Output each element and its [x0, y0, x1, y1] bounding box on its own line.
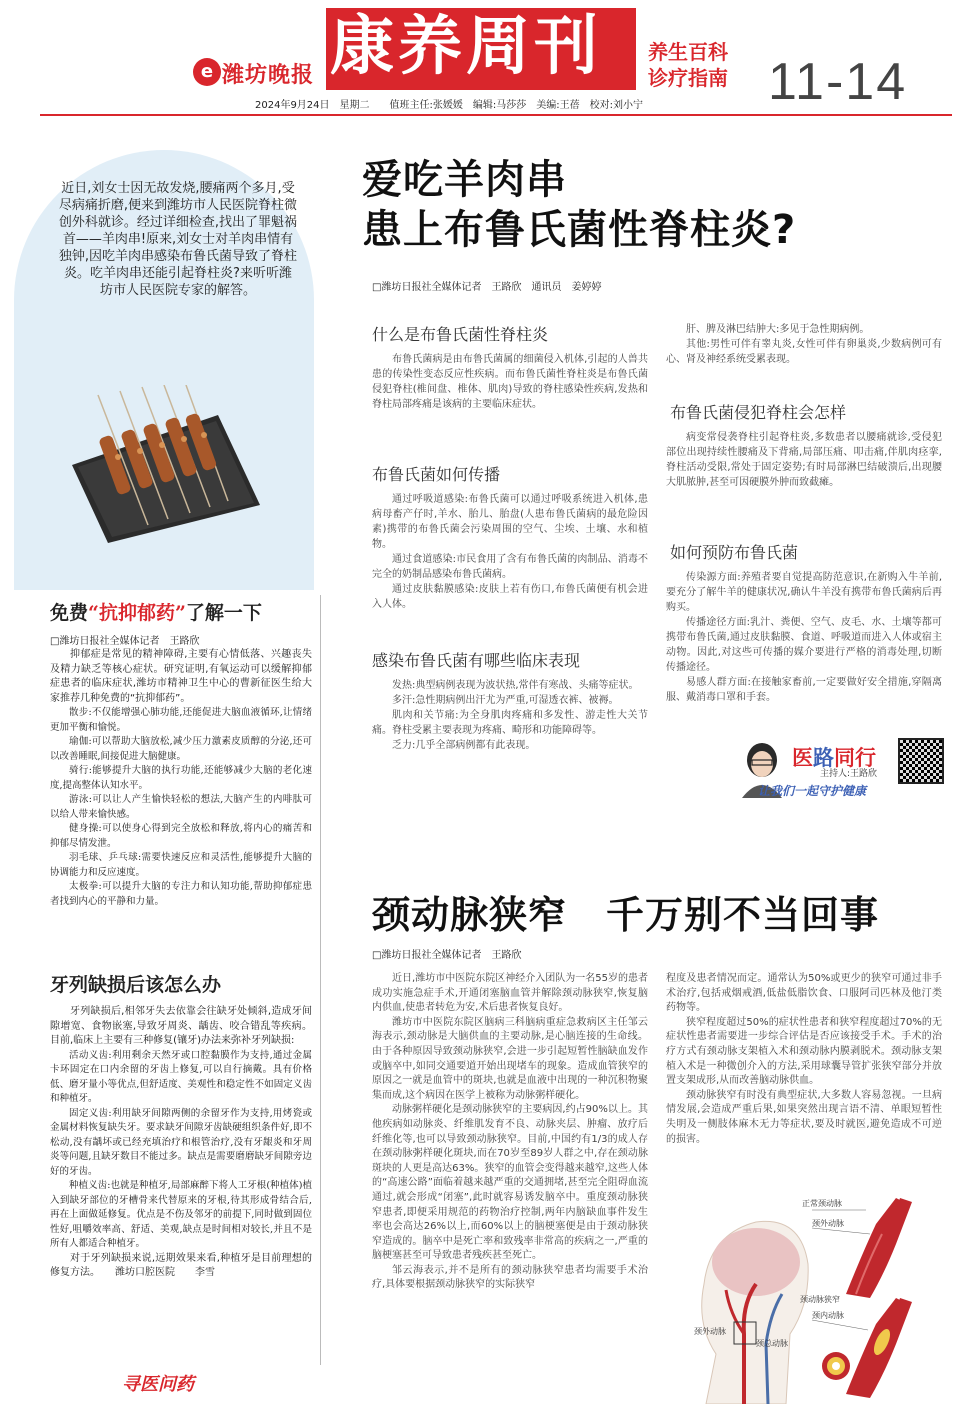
qr-code-icon — [898, 738, 944, 784]
paragraph: 动脉粥样硬化是颈动脉狭窄的主要病因,约占90%以上。其他疾病如动脉炎、纤维肌发育不良、动脉夹层、肿瘤、放疗后纤维化等,也可以导致颈动脉狭窄。目前,中国约有1/3的成人存在颈动脉粥样硬化斑块,而在70岁至89岁人群之中,存在颈动脉斑块的人更是高达63%。狭窄的血管会变得越来越窄,这些人体的“高速公路”面临着越来越严重的交通拥堵,甚至完全阻碍血流通过,就会形成“闭塞”,此时就容易诱发脑卒中。重度颈动脉狭窄患者,即便采用规范的药物治疗控制,两年内脑缺血事件发生率也会高达26%以上,而60%以上的脑梗塞便是由于颈动脉狭窄造成的。脑卒中是死亡率和致残率非常高的疾病之一,严重的脑梗塞甚至可导致患者残疾甚至死亡。 — [372, 1104, 648, 1262]
section-body — [372, 492, 648, 612]
paragraph: 抑郁症是常见的精神障碍,主要有心情低落、兴趣丧失及精力缺乏等核心症状。研究证明,有氧运动可以缓解抑郁症患者的临床症状,潍坊市精神卫生中心的曹新征医生给大家推荐几种免费的“抗抑郁药”。 — [50, 649, 312, 704]
article-teeth-title: 牙列缺损后该怎么办 — [50, 974, 222, 996]
paper-name: 潍坊晚报 — [222, 63, 315, 88]
paragraph: 近日,潍坊市中医院东院区神经介入团队为一名55岁的患者成功实施急症手术,开通闭塞脑血管并解除颈动脉狭窄,恢复脑内供血,使患者转危为安,术后患者恢复良好。 — [372, 973, 648, 1014]
article-teeth-body — [50, 1005, 312, 1281]
title-part: 免费 — [50, 602, 89, 624]
paragraph: 邹云海表示,并不是所有的颈动脉狭窄患者均需要手术治疗,具体要根据颈动脉狭窄的实际狭窄 — [372, 1264, 648, 1291]
carotid-byline: □潍坊日报社全媒体记者 王路欣 — [372, 950, 522, 961]
label-common: 颈总动脉 — [756, 1339, 788, 1348]
title-highlight: “抗抑郁药” — [88, 602, 186, 624]
paragraph: 传染源方面:养殖者要自觉提高防范意识,在新购入牛羊前,要充分了解牛羊的健康状况,确认牛羊没有携带布鲁氏菌病后再购买。 — [666, 572, 942, 613]
lamb-kebab-image — [68, 385, 264, 545]
section-body-continued — [666, 322, 942, 367]
article-antidepressant-byline: □潍坊日报社全媒体记者 王路欣 — [50, 636, 200, 647]
section-heading: 如何预防布鲁氏菌 — [670, 543, 799, 562]
paragraph: 传播途径方面:乳汁、粪便、空气、皮毛、水、土壤等都可携带布鲁氏菌,通过皮肤黏膜、食道、呼吸道而进入人体或宿主动物。因此,对这些可传播的媒介要进行严格的消毒处理,切断传播途径。 — [666, 617, 942, 673]
brand-title: 康养周刊 — [330, 9, 602, 84]
carotid-title: 颈动脉狭窄 千万别不当回事 — [372, 893, 880, 937]
paragraph: 通过食道感染:市民食用了含有布鲁氏菌的肉制品、消毒不完全的奶制品感染布鲁氏菌病。 — [372, 554, 648, 580]
section-heading: 感染布鲁氏菌有哪些临床表现 — [372, 651, 581, 670]
paragraph: 种植义齿:也就是种植牙,局部麻醉下将人工牙根(种植体)植入到缺牙部位的牙槽骨来代替原来的牙根,待其形成骨结合后,再在上面做延修复。优点是不伤及邻牙的前提下,同时做到固位性好,咀嚼效率高、舒适、美观,缺点是时间相对较长,并且不是所有人都适合种植牙。 — [50, 1180, 312, 1249]
main-title-line2: 患上布鲁氏菌性脊柱炎? — [362, 207, 797, 253]
paragraph: 固定义齿:利用缺牙间隙两侧的余留牙作为支持,用烤瓷或金属材料恢复缺失牙。要求缺牙间隙牙齿缺硬组织条件好,即不松动,没有龋坏或已经充填治疗和根管治疗,没有牙龈炎和牙周炎等问题,且缺牙数目不能过多。缺点是需要磨磨缺牙间隙旁边好的牙齿。 — [50, 1107, 312, 1177]
slogan-1: 养生百科 — [648, 40, 728, 64]
paragraph: 病变常侵袭脊柱引起脊柱炎,多数患者以腰痛就诊,受侵犯部位出现持续性腰痛及下背痛,局部压痛、叩击痛,伴肌肉痉挛,脊柱活动受限,常处于固定姿势;有时局部淋巴结破溃后,出现腰大肌脓肿,甚至可因硬膜外肿而致截瘫。 — [666, 432, 942, 488]
column-divider — [320, 595, 321, 1365]
paragraph: 程度及患者情况而定。通常认为50%或更少的狭窄可通过非手术治疗,包括戒烟戒酒,低盐低脂饮食、口服阿司匹林及他汀类药物等。 — [666, 973, 942, 1014]
paragraph: 其他:男性可伴有睾丸炎,女性可伴有卵巢炎,少数病例可有心、肾及神经系统受累表现。 — [666, 339, 942, 365]
carotid-body-left — [372, 972, 648, 1293]
paragraph: 颈动脉狭窄有时没有典型症状,大多数人容易忽视。一旦病情发展,会造成严重后果,如果突然出现言语不清、单眼短暂性失明及一侧肢体麻木无力等症状,要及时就医,避免造成不可逆的损害。 — [666, 1089, 942, 1145]
masthead-rule — [40, 114, 952, 116]
article-antidepressant-title — [50, 598, 262, 625]
paragraph: 肌肉和关节痛:为全身肌肉疼痛和多发性、游走性大关节痛。脊柱受累主要表现为疼痛、畸形和功能障碍等。 — [372, 710, 648, 736]
column-title-c: 同行 — [834, 746, 876, 770]
column-title-b: 路 — [813, 746, 834, 770]
paragraph: 肝、脾及淋巴结肿大:多见于急性期病例。 — [686, 324, 870, 335]
paragraph: 多汗:急性期病例出汗尤为严重,可湿透衣裤、被褥。 — [392, 695, 619, 706]
column-slogan: 让我们一起守护健康 — [758, 784, 867, 798]
page-range: 11-14 — [768, 53, 908, 111]
paragraph: 乏力:几乎全部病例都有此表现。 — [392, 740, 536, 751]
paragraph: 太极拳:可以提升大脑的专注力和认知功能,帮助抑郁症患者找到内心的平静和力量。 — [50, 881, 312, 907]
paragraph: 散步:不仅能增强心肺功能,还能促进大脑血液循环,让情绪更加平衡和愉悦。 — [50, 707, 312, 733]
paragraph: 对于牙列缺损来说,远期效果来看,种植牙是目前理想的修复方法。 潍坊口腔医院 李雪 — [50, 1252, 312, 1278]
carotid-body-right — [666, 972, 942, 1147]
paragraph: 瑜伽:可以帮助大脑放松,减少压力激素皮质醇的分泌,还可以改善睡眠,间接促进大脑健康。 — [50, 736, 312, 762]
intro-text: 近日,刘女士因无故发烧,腰痛两个多月,受尽病痛折磨,便来到潍坊市人民医院脊柱微创外科就诊。经过详细检查,找出了罪魁祸首——羊肉串!原来,刘女士对羊肉串情有独钟,因吃羊肉串感染布鲁氏菌导致了脊柱炎。吃羊肉串还能引起脊柱炎?来听听潍坊市人民医院专家的解答。 — [58, 181, 298, 298]
section-body — [372, 678, 648, 753]
section-body — [666, 570, 942, 705]
paragraph: 骑行:能够提升大脑的执行功能,还能够减少大脑的老化速度,提高整体认知水平。 — [50, 765, 312, 791]
paragraph: 牙列缺损后,相邻牙失去依靠会往缺牙处倾斜,造成牙间隙增宽、食物嵌塞,导致牙周炎、龋齿、咬合错乱等疾病。目前,临床上主要有三种修复(镶牙)办法来弥补牙列缺损: — [50, 1006, 312, 1046]
label-stenosis: 颈动脉狭窄 — [800, 1295, 840, 1304]
section-body — [666, 430, 942, 490]
paragraph: 发热:典型病例表现为波状热,常伴有寒战、头痛等症状。 — [392, 680, 639, 691]
label-narrow-top: 颈外动脉 — [812, 1219, 844, 1228]
label-neck: 颈外动脉 — [694, 1327, 726, 1336]
paragraph: 易感人群方面:在接触家畜前,一定要做好安全措施,穿隔离服、戴消毒口罩和手套。 — [666, 677, 942, 703]
slogan-2: 诊疗指南 — [648, 66, 728, 90]
paragraph: 布鲁氏菌病是由布鲁氏菌属的细菌侵入机体,引起的人兽共患的传染性变态反应性疾病。而布鲁氏菌性脊柱炎是布鲁氏菌侵犯脊柱(椎间盘、椎体、肌肉)导致的脊柱感染性疾病,发热和脊柱局部疼痛是该病的主要临床症状。 — [372, 354, 648, 410]
paper-logo-icon: e — [193, 58, 221, 86]
paragraph: 健身操:可以使身心得到完全放松和释放,将内心的痛苦和抑郁尽情发泄。 — [50, 823, 312, 849]
label-normal: 正常颈动脉 — [802, 1199, 842, 1208]
section-body — [372, 352, 648, 412]
paragraph: 羽毛球、乒乓球:需要快速反应和灵活性,能够提升大脑的协调能力和反应速度。 — [50, 852, 312, 878]
article-antidepressant-body — [50, 648, 312, 909]
main-byline: □潍坊日报社全媒体记者 王路欣 通讯员 姜婷婷 — [372, 282, 602, 293]
paragraph: 游泳:可以让人产生愉快轻松的想法,大脑产生的内啡肽可以给人带来愉快感。 — [50, 794, 312, 820]
section-heading: 布鲁氏菌侵犯脊柱会怎样 — [670, 403, 847, 422]
column-title-a: 医 — [792, 746, 813, 770]
footer-logo: 寻医问药 — [122, 1374, 194, 1395]
title-part: 了解一下 — [185, 602, 262, 624]
paragraph: 潍坊市中医院东院区脑病三科脑病重症急救病区主任邹云海表示,颈动脉是大脑供血的主要动脉,是心脑连接的生命线。由于各种原因导致颈动脉狭窄,会进一步引起短暂性脑缺血发作或脑卒中,如同交通要道开始出现堵车的现象。造成血管狭窄的原因之一就是血管中的斑块,也就是血液中出现的一种沉积物聚集而成,这个病因在医学上被称为动脉粥样硬化。 — [372, 1016, 648, 1101]
paragraph: 通过皮肤黏膜感染:皮肤上若有伤口,布鲁氏菌便有机会进入人体。 — [372, 584, 648, 610]
paragraph: 活动义齿:利用剩余天然牙或口腔黏膜作为支持,通过金属卡环固定在口内余留的牙齿上修复,可以自行摘戴。具有价格低、磨牙量小等优点,但舒适度、美观性和稳定性不如固定义齿和种植牙。 — [50, 1049, 312, 1104]
section-heading: 布鲁氏菌如何传播 — [372, 465, 501, 484]
main-title-line1: 爱吃羊肉串 — [362, 157, 567, 203]
paragraph: 狭窄程度超过50%的症状性患者和狭窄程度超过70%的无症状性患者需要进一步综合评估是否应该接受手术。手术的治疗方式有颈动脉支架植入术和颈动脉内膜剥脱术。颈动脉支架植入术是一种微创介入的方法,采用球囊导管扩张狭窄部分并放置支架成形,从而改善脑动脉供血。 — [666, 1016, 942, 1087]
paragraph: 通过呼吸道感染:布鲁氏菌可以通过呼吸系统进入机体,患病母畜产仔时,羊水、胎儿、胎盘(人患布鲁氏菌病的最危险因素)携带的布鲁氏菌会污染周围的空气、尘埃、土壤、水和植物。 — [372, 494, 648, 550]
label-internal: 颈内动脉 — [812, 1311, 844, 1320]
column-host: 主持人:王路欣 — [820, 769, 878, 779]
issue-meta: 2024年9月24日 星期二 值班主任:张媛媛 编辑:马莎莎 美编:王蓓 校对:刘小宁 — [255, 100, 644, 111]
section-heading: 什么是布鲁氏菌性脊柱炎 — [372, 325, 549, 344]
